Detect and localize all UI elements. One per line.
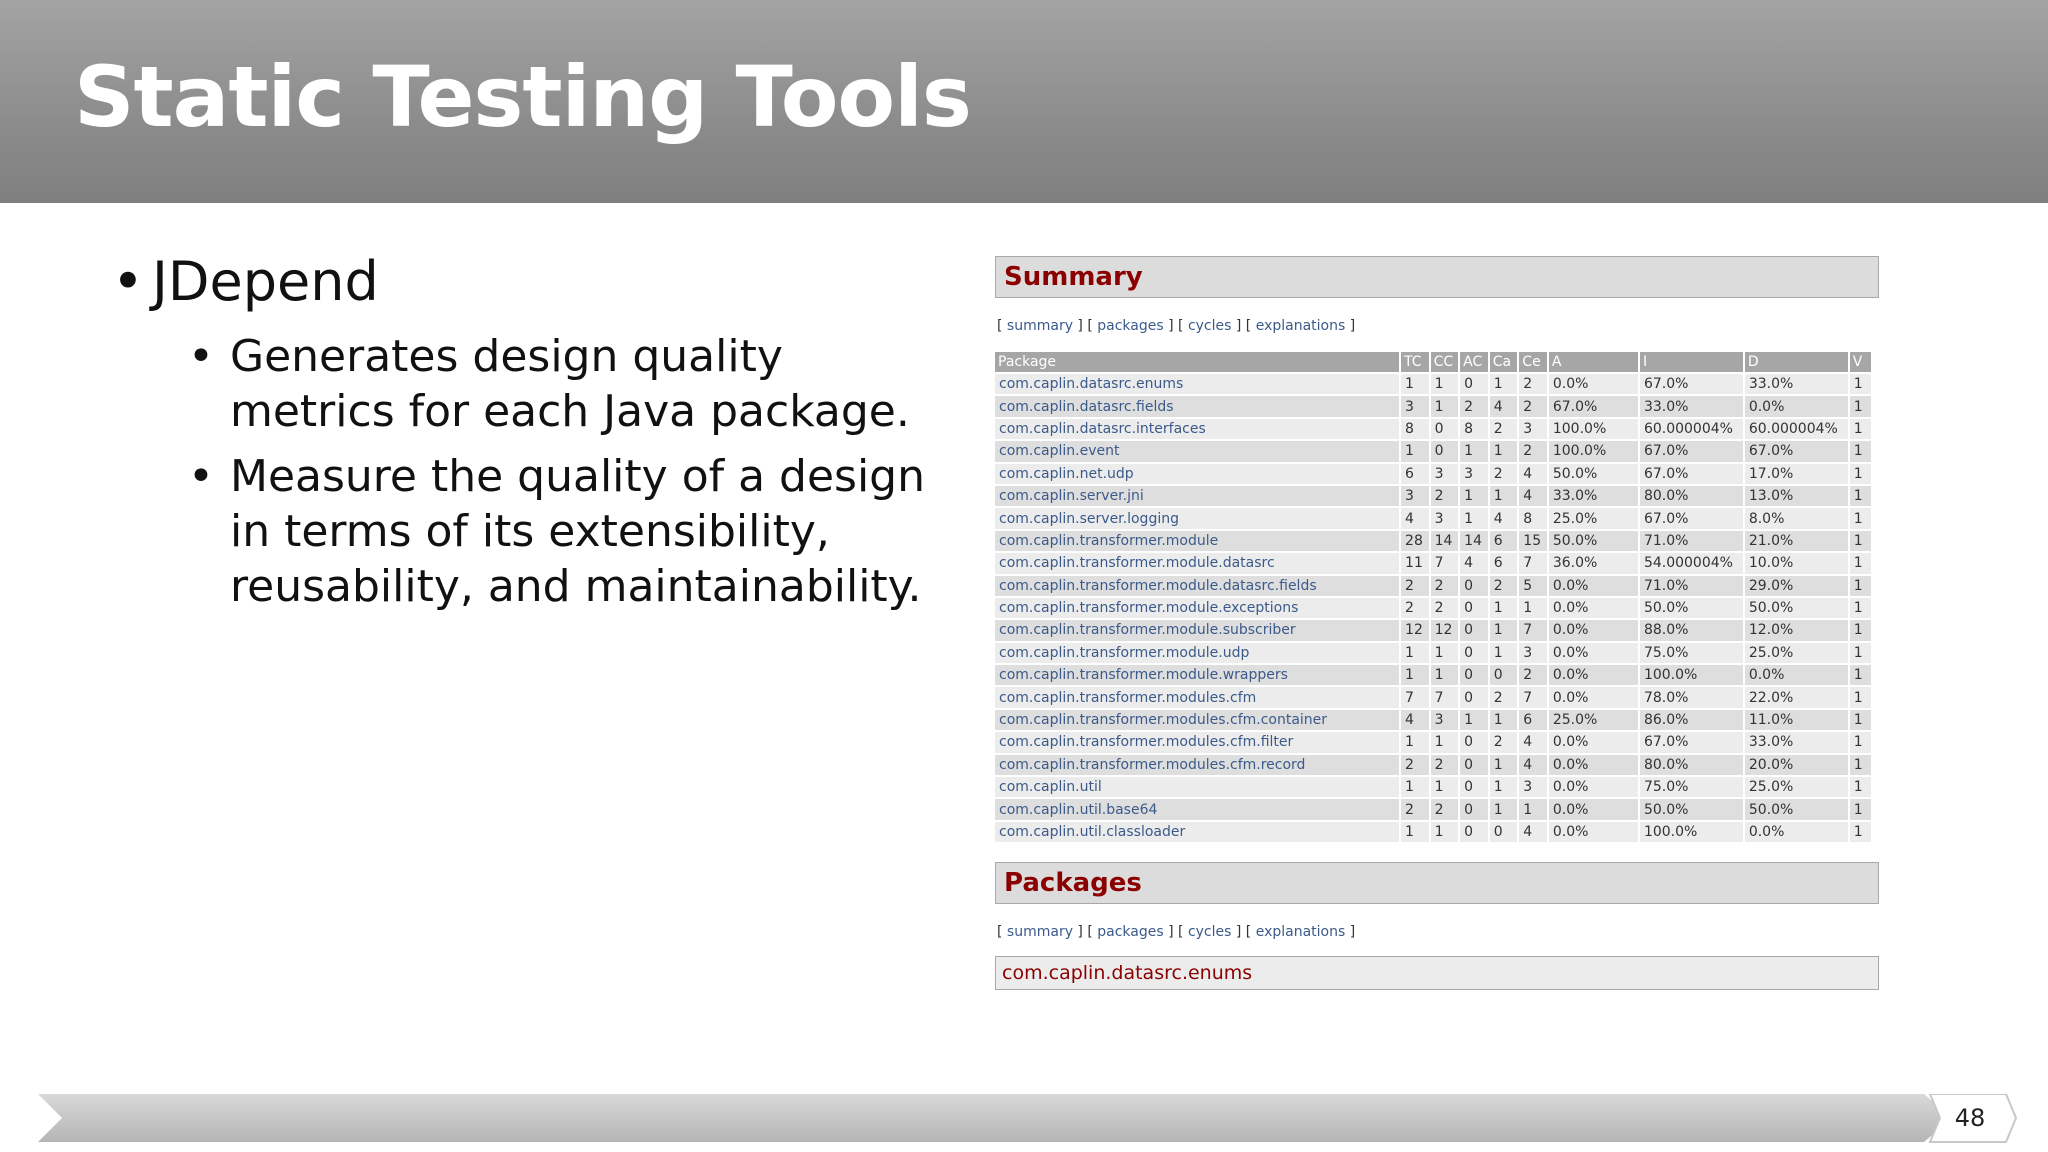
metric-cell: 0 bbox=[1490, 822, 1518, 842]
metric-cell: 71.0% bbox=[1640, 531, 1743, 551]
column-header-ca: Ca bbox=[1490, 352, 1518, 372]
package-link[interactable]: com.caplin.datasrc.interfaces bbox=[995, 419, 1399, 439]
metric-cell: 7 bbox=[1519, 687, 1547, 707]
metric-cell: 1 bbox=[1519, 799, 1547, 819]
metric-cell: 78.0% bbox=[1640, 687, 1743, 707]
package-link[interactable]: com.caplin.server.jni bbox=[995, 486, 1399, 506]
metric-cell: 1 bbox=[1850, 374, 1871, 394]
metric-cell: 0.0% bbox=[1549, 576, 1638, 596]
metric-cell: 100.0% bbox=[1640, 665, 1743, 685]
metric-cell: 1 bbox=[1850, 643, 1871, 663]
metric-cell: 1 bbox=[1490, 710, 1518, 730]
metric-cell: 67.0% bbox=[1745, 441, 1848, 461]
metric-cell: 5 bbox=[1519, 576, 1547, 596]
metric-cell: 1 bbox=[1850, 755, 1871, 775]
metric-cell: 0 bbox=[1460, 598, 1488, 618]
metric-cell: 1 bbox=[1460, 441, 1488, 461]
metric-cell: 3 bbox=[1431, 464, 1459, 484]
metric-cell: 1 bbox=[1460, 486, 1488, 506]
metric-cell: 2 bbox=[1490, 687, 1518, 707]
metric-cell: 50.0% bbox=[1640, 799, 1743, 819]
metric-cell: 0.0% bbox=[1549, 799, 1638, 819]
column-header-tc: TC bbox=[1401, 352, 1429, 372]
metric-cell: 17.0% bbox=[1745, 464, 1848, 484]
metric-cell: 11 bbox=[1401, 553, 1429, 573]
package-detail-header: com.caplin.datasrc.enums bbox=[995, 956, 1879, 990]
packages-heading: Packages bbox=[995, 862, 1879, 904]
metric-cell: 4 bbox=[1460, 553, 1488, 573]
metric-cell: 14 bbox=[1431, 531, 1459, 551]
metric-cell: 1 bbox=[1850, 464, 1871, 484]
table-row bbox=[995, 598, 1871, 618]
metric-cell: 0 bbox=[1460, 755, 1488, 775]
column-header-i: I bbox=[1640, 352, 1743, 372]
metric-cell: 1 bbox=[1850, 822, 1871, 842]
metric-cell: 1 bbox=[1401, 732, 1429, 752]
metric-cell: 29.0% bbox=[1745, 576, 1848, 596]
column-header-d: D bbox=[1745, 352, 1848, 372]
metric-cell: 1 bbox=[1490, 486, 1518, 506]
metric-cell: 4 bbox=[1401, 710, 1429, 730]
metric-cell: 6 bbox=[1490, 553, 1518, 573]
bullet-jdepend: • JDepend bbox=[112, 250, 932, 313]
metric-cell: 1 bbox=[1490, 598, 1518, 618]
metric-cell: 3 bbox=[1431, 508, 1459, 528]
package-link[interactable]: com.caplin.datasrc.enums bbox=[995, 374, 1399, 394]
metric-cell: 21.0% bbox=[1745, 531, 1848, 551]
metric-cell: 0 bbox=[1460, 799, 1488, 819]
metric-cell: 1 bbox=[1401, 822, 1429, 842]
metric-cell: 11.0% bbox=[1745, 710, 1848, 730]
metric-cell: 33.0% bbox=[1549, 486, 1638, 506]
metric-cell: 67.0% bbox=[1640, 732, 1743, 752]
metric-cell: 54.000004% bbox=[1640, 553, 1743, 573]
table-row bbox=[995, 665, 1871, 685]
sub-bullet-quality: • Measure the quality of a design in terms of its extensibility, reusability, and maintainability. bbox=[112, 449, 932, 614]
metric-cell: 1 bbox=[1490, 755, 1518, 775]
metric-cell: 2 bbox=[1490, 419, 1518, 439]
package-link[interactable]: com.caplin.transformer.module bbox=[995, 531, 1399, 551]
metric-cell: 2 bbox=[1460, 396, 1488, 416]
metric-cell: 0 bbox=[1490, 665, 1518, 685]
metric-cell: 1 bbox=[1850, 508, 1871, 528]
metric-cell: 10.0% bbox=[1745, 553, 1848, 573]
metric-cell: 0.0% bbox=[1549, 374, 1638, 394]
metric-cell: 2 bbox=[1431, 598, 1459, 618]
metric-cell: 1 bbox=[1850, 531, 1871, 551]
table-row bbox=[995, 374, 1871, 394]
table-row bbox=[995, 643, 1871, 663]
package-link[interactable]: com.caplin.transformer.module.datasrc.fields bbox=[995, 576, 1399, 596]
metric-cell: 75.0% bbox=[1640, 643, 1743, 663]
metric-cell: 0 bbox=[1460, 665, 1488, 685]
package-link[interactable]: com.caplin.transformer.module.datasrc bbox=[995, 553, 1399, 573]
metric-cell: 67.0% bbox=[1549, 396, 1638, 416]
metric-cell: 1 bbox=[1519, 598, 1547, 618]
metric-cell: 1 bbox=[1850, 665, 1871, 685]
table-row bbox=[995, 799, 1871, 819]
column-header-package: Package bbox=[995, 352, 1399, 372]
metric-cell: 1 bbox=[1490, 643, 1518, 663]
metric-cell: 0.0% bbox=[1549, 665, 1638, 685]
metric-cell: 88.0% bbox=[1640, 620, 1743, 640]
summary-nav-links: [ summary ] [ packages ] [ cycles ] [ explanations ] bbox=[997, 318, 1356, 334]
metric-cell: 6 bbox=[1519, 710, 1547, 730]
table-row bbox=[995, 531, 1871, 551]
metric-cell: 1 bbox=[1850, 441, 1871, 461]
metric-cell: 2 bbox=[1401, 799, 1429, 819]
metric-cell: 1 bbox=[1850, 777, 1871, 797]
table-row bbox=[995, 732, 1871, 752]
metric-cell: 50.0% bbox=[1745, 598, 1848, 618]
metric-cell: 33.0% bbox=[1745, 374, 1848, 394]
metric-cell: 1 bbox=[1850, 687, 1871, 707]
metric-cell: 4 bbox=[1490, 396, 1518, 416]
metric-cell: 8 bbox=[1460, 419, 1488, 439]
metric-cell: 36.0% bbox=[1549, 553, 1638, 573]
metric-cell: 2 bbox=[1519, 396, 1547, 416]
metric-cell: 0.0% bbox=[1549, 643, 1638, 663]
metric-cell: 4 bbox=[1401, 508, 1429, 528]
metric-cell: 0 bbox=[1460, 620, 1488, 640]
metric-cell: 25.0% bbox=[1745, 777, 1848, 797]
metric-cell: 0.0% bbox=[1549, 822, 1638, 842]
package-link[interactable]: com.caplin.util.base64 bbox=[995, 799, 1399, 819]
metric-cell: 1 bbox=[1401, 441, 1429, 461]
metric-cell: 60.000004% bbox=[1640, 419, 1743, 439]
metric-cell: 1 bbox=[1490, 620, 1518, 640]
metric-cell: 50.0% bbox=[1549, 531, 1638, 551]
metric-cell: 1 bbox=[1431, 665, 1459, 685]
metric-cell: 1 bbox=[1490, 799, 1518, 819]
metric-cell: 3 bbox=[1519, 419, 1547, 439]
metrics-table bbox=[993, 350, 1873, 844]
metric-cell: 4 bbox=[1519, 486, 1547, 506]
metric-cell: 1 bbox=[1460, 508, 1488, 528]
metric-cell: 0.0% bbox=[1745, 396, 1848, 416]
summary-heading: Summary bbox=[995, 256, 1879, 298]
package-link[interactable]: com.caplin.event bbox=[995, 441, 1399, 461]
metric-cell: 50.0% bbox=[1640, 598, 1743, 618]
footer-arrow-shape bbox=[38, 1094, 1952, 1142]
metric-cell: 7 bbox=[1431, 553, 1459, 573]
metric-cell: 20.0% bbox=[1745, 755, 1848, 775]
metric-cell: 1 bbox=[1850, 419, 1871, 439]
bullet-list bbox=[112, 250, 932, 624]
metric-cell: 25.0% bbox=[1745, 643, 1848, 663]
metric-cell: 50.0% bbox=[1745, 799, 1848, 819]
metric-cell: 1 bbox=[1490, 441, 1518, 461]
package-link[interactable]: com.caplin.transformer.modules.cfm.record bbox=[995, 755, 1399, 775]
metric-cell: 0 bbox=[1460, 576, 1488, 596]
metric-cell: 67.0% bbox=[1640, 464, 1743, 484]
table-row bbox=[995, 396, 1871, 416]
metric-cell: 7 bbox=[1431, 687, 1459, 707]
metric-cell: 1 bbox=[1850, 732, 1871, 752]
column-header-v: V bbox=[1850, 352, 1871, 372]
metric-cell: 13.0% bbox=[1745, 486, 1848, 506]
metric-cell: 1 bbox=[1431, 732, 1459, 752]
nav-explanations-link[interactable]: explanations bbox=[1255, 318, 1346, 334]
metric-cell: 33.0% bbox=[1640, 396, 1743, 416]
metric-cell: 28 bbox=[1401, 531, 1429, 551]
metric-cell: 7 bbox=[1519, 620, 1547, 640]
metric-cell: 60.000004% bbox=[1745, 419, 1848, 439]
metric-cell: 2 bbox=[1401, 598, 1429, 618]
metric-cell: 80.0% bbox=[1640, 755, 1743, 775]
metric-cell: 25.0% bbox=[1549, 710, 1638, 730]
metric-cell: 2 bbox=[1401, 576, 1429, 596]
metric-cell: 0.0% bbox=[1549, 598, 1638, 618]
metric-cell: 3 bbox=[1519, 643, 1547, 663]
metric-cell: 1 bbox=[1850, 598, 1871, 618]
metric-cell: 2 bbox=[1431, 799, 1459, 819]
table-row bbox=[995, 553, 1871, 573]
metric-cell: 1 bbox=[1850, 486, 1871, 506]
metric-cell: 1 bbox=[1431, 643, 1459, 663]
metric-cell: 75.0% bbox=[1640, 777, 1743, 797]
metric-cell: 12 bbox=[1401, 620, 1429, 640]
metric-cell: 0 bbox=[1460, 687, 1488, 707]
metric-cell: 50.0% bbox=[1549, 464, 1638, 484]
metric-cell: 67.0% bbox=[1640, 441, 1743, 461]
metric-cell: 1 bbox=[1431, 777, 1459, 797]
metric-cell: 0.0% bbox=[1549, 620, 1638, 640]
metric-cell: 1 bbox=[1850, 710, 1871, 730]
metric-cell: 15 bbox=[1519, 531, 1547, 551]
metric-cell: 0.0% bbox=[1549, 755, 1638, 775]
title-bar bbox=[0, 0, 2048, 203]
metric-cell: 1 bbox=[1401, 777, 1429, 797]
metric-cell: 7 bbox=[1401, 687, 1429, 707]
metric-cell: 1 bbox=[1490, 374, 1518, 394]
table-row bbox=[995, 822, 1871, 842]
metric-cell: 2 bbox=[1431, 486, 1459, 506]
nav-packages-link[interactable]: packages bbox=[1097, 924, 1164, 941]
metric-cell: 2 bbox=[1431, 755, 1459, 775]
metric-cell: 8.0% bbox=[1745, 508, 1848, 528]
metric-cell: 22.0% bbox=[1745, 687, 1848, 707]
metric-cell: 2 bbox=[1519, 665, 1547, 685]
metric-cell: 8 bbox=[1519, 508, 1547, 528]
table-row bbox=[995, 486, 1871, 506]
metric-cell: 2 bbox=[1490, 732, 1518, 752]
metric-cell: 0 bbox=[1460, 777, 1488, 797]
nav-cycles-link[interactable]: cycles bbox=[1187, 318, 1232, 334]
package-link[interactable]: com.caplin.datasrc.fields bbox=[995, 396, 1399, 416]
metric-cell: 33.0% bbox=[1745, 732, 1848, 752]
metric-cell: 12 bbox=[1431, 620, 1459, 640]
metric-cell: 12.0% bbox=[1745, 620, 1848, 640]
table-row bbox=[995, 710, 1871, 730]
package-link[interactable]: com.caplin.net.udp bbox=[995, 464, 1399, 484]
table-row bbox=[995, 755, 1871, 775]
metric-cell: 1 bbox=[1460, 710, 1488, 730]
metric-cell: 1 bbox=[1850, 396, 1871, 416]
package-link[interactable]: com.caplin.transformer.module.udp bbox=[995, 643, 1399, 663]
page-number: 48 bbox=[1954, 1104, 1986, 1132]
metric-cell: 14 bbox=[1460, 531, 1488, 551]
metric-cell: 4 bbox=[1519, 822, 1547, 842]
metric-cell: 1 bbox=[1850, 576, 1871, 596]
table-header-row bbox=[995, 352, 1871, 372]
table-row bbox=[995, 464, 1871, 484]
nav-summary-link[interactable]: summary bbox=[1006, 318, 1073, 334]
column-header-cc: CC bbox=[1431, 352, 1459, 372]
metric-cell: 0.0% bbox=[1745, 665, 1848, 685]
column-header-a: A bbox=[1549, 352, 1638, 372]
package-link[interactable]: com.caplin.server.logging bbox=[995, 508, 1399, 528]
metric-cell: 0 bbox=[1460, 822, 1488, 842]
metric-cell: 0 bbox=[1431, 441, 1459, 461]
metric-cell: 3 bbox=[1460, 464, 1488, 484]
metric-cell: 1 bbox=[1850, 620, 1871, 640]
nav-packages-link[interactable]: packages bbox=[1097, 318, 1164, 334]
nav-summary-link[interactable]: summary bbox=[1006, 924, 1073, 941]
metric-cell: 6 bbox=[1490, 531, 1518, 551]
metric-cell: 1 bbox=[1850, 553, 1871, 573]
metric-cell: 25.0% bbox=[1549, 508, 1638, 528]
metric-cell: 0 bbox=[1460, 643, 1488, 663]
footer-arrow-bar bbox=[38, 1094, 2038, 1144]
metric-cell: 7 bbox=[1519, 553, 1547, 573]
metric-cell: 0.0% bbox=[1549, 687, 1638, 707]
metric-cell: 2 bbox=[1490, 576, 1518, 596]
metric-cell: 100.0% bbox=[1549, 441, 1638, 461]
metric-cell: 4 bbox=[1519, 464, 1547, 484]
metric-cell: 3 bbox=[1519, 777, 1547, 797]
package-link[interactable]: com.caplin.util.classloader bbox=[995, 822, 1399, 842]
metric-cell: 71.0% bbox=[1640, 576, 1743, 596]
package-link[interactable]: com.caplin.transformer.module.subscriber bbox=[995, 620, 1399, 640]
table-row bbox=[995, 687, 1871, 707]
slide-title: Static Testing Tools bbox=[74, 48, 971, 146]
column-header-ac: AC bbox=[1460, 352, 1488, 372]
metric-cell: 4 bbox=[1519, 732, 1547, 752]
table-row bbox=[995, 419, 1871, 439]
metric-cell: 80.0% bbox=[1640, 486, 1743, 506]
metric-cell: 1 bbox=[1490, 777, 1518, 797]
metric-cell: 0.0% bbox=[1549, 732, 1638, 752]
metric-cell: 4 bbox=[1519, 755, 1547, 775]
metric-cell: 2 bbox=[1401, 755, 1429, 775]
table-row bbox=[995, 576, 1871, 596]
table-row bbox=[995, 508, 1871, 528]
nav-cycles-link[interactable]: cycles bbox=[1187, 924, 1232, 941]
metric-cell: 8 bbox=[1401, 419, 1429, 439]
sub-bullet-metrics: • Generates design quality metrics for each Java package. bbox=[112, 329, 932, 439]
metric-cell: 67.0% bbox=[1640, 508, 1743, 528]
package-link[interactable]: com.caplin.util bbox=[995, 777, 1399, 797]
metric-cell: 3 bbox=[1401, 486, 1429, 506]
metric-cell: 0 bbox=[1460, 374, 1488, 394]
metric-cell: 2 bbox=[1431, 576, 1459, 596]
metric-cell: 1 bbox=[1850, 799, 1871, 819]
metric-cell: 2 bbox=[1519, 374, 1547, 394]
metric-cell: 86.0% bbox=[1640, 710, 1743, 730]
metric-cell: 1 bbox=[1431, 374, 1459, 394]
metric-cell: 1 bbox=[1401, 665, 1429, 685]
metric-cell: 0 bbox=[1431, 419, 1459, 439]
metric-cell: 0.0% bbox=[1549, 777, 1638, 797]
metric-cell: 1 bbox=[1401, 643, 1429, 663]
package-link[interactable]: com.caplin.transformer.modules.cfm.container bbox=[995, 710, 1399, 730]
metric-cell: 1 bbox=[1401, 374, 1429, 394]
metric-cell: 0 bbox=[1460, 732, 1488, 752]
metric-cell: 2 bbox=[1519, 441, 1547, 461]
metric-cell: 3 bbox=[1401, 396, 1429, 416]
nav-explanations-link[interactable]: explanations bbox=[1255, 924, 1346, 941]
metric-cell: 100.0% bbox=[1640, 822, 1743, 842]
metric-cell: 1 bbox=[1431, 396, 1459, 416]
metric-cell: 0.0% bbox=[1745, 822, 1848, 842]
table-row bbox=[995, 620, 1871, 640]
metric-cell: 67.0% bbox=[1640, 374, 1743, 394]
jdepend-report bbox=[995, 256, 1879, 990]
package-link[interactable]: com.caplin.transformer.modules.cfm.filter bbox=[995, 732, 1399, 752]
column-header-ce: Ce bbox=[1519, 352, 1547, 372]
package-link[interactable]: com.caplin.transformer.module.exceptions bbox=[995, 598, 1399, 618]
table-row bbox=[995, 777, 1871, 797]
metric-cell: 1 bbox=[1431, 822, 1459, 842]
packages-nav-links: [ summary ] [ packages ] [ cycles ] [ explanations ] bbox=[997, 924, 1356, 941]
table-row bbox=[995, 441, 1871, 461]
metric-cell: 100.0% bbox=[1549, 419, 1638, 439]
metric-cell: 2 bbox=[1490, 464, 1518, 484]
package-link[interactable]: com.caplin.transformer.module.wrappers bbox=[995, 665, 1399, 685]
package-link[interactable]: com.caplin.transformer.modules.cfm bbox=[995, 687, 1399, 707]
metric-cell: 6 bbox=[1401, 464, 1429, 484]
metric-cell: 4 bbox=[1490, 508, 1518, 528]
metric-cell: 3 bbox=[1431, 710, 1459, 730]
